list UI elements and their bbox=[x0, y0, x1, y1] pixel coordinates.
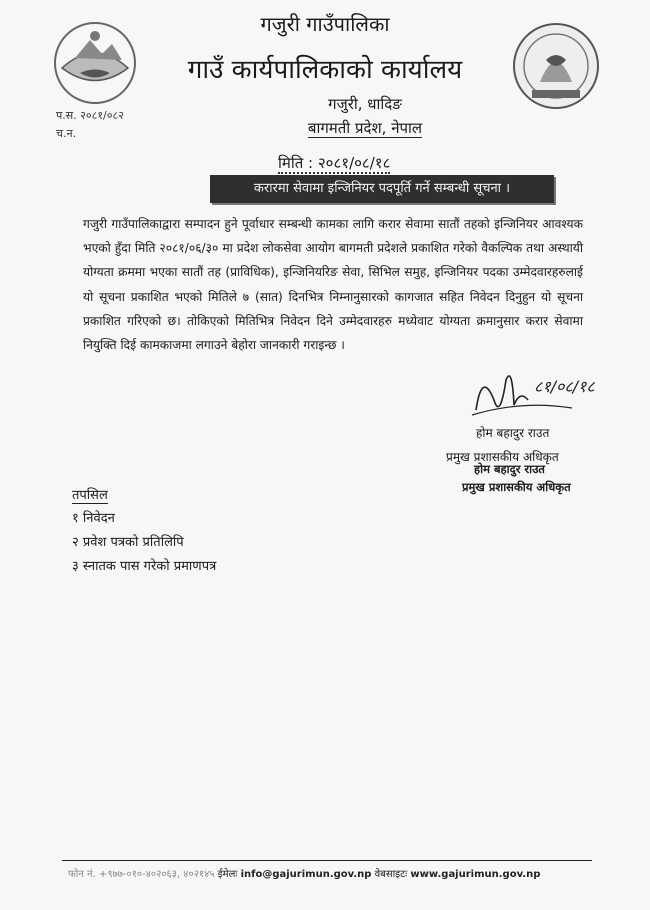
subject-banner: करारमा सेवामा इन्जिनियर पदपूर्ति गर्ने सम्बन्धी सूचना । bbox=[210, 175, 554, 203]
footer-website-label: वेबसाइटः bbox=[374, 869, 408, 880]
stamp-name: होम बहादुर राउत bbox=[474, 462, 545, 476]
footer-email-label: ईमेलः bbox=[217, 869, 238, 880]
attachment-item: १ निवेदन bbox=[72, 511, 115, 526]
handwritten-signature bbox=[462, 360, 612, 430]
stamp-title: प्रमुख प्रशासकीय अधिकृत bbox=[462, 480, 571, 494]
attachments-heading: तपसिल bbox=[72, 488, 108, 503]
signatory-name: होम बहादुर राउत bbox=[476, 426, 550, 440]
reference-number: प.स. २०८१/०८२ bbox=[56, 109, 124, 122]
letter-date: मिति : २०८१/०८/१८ bbox=[278, 154, 391, 172]
signature-date: ८१/०८/१८ bbox=[534, 377, 595, 396]
footer-website[interactable]: www.gajurimun.gov.np bbox=[410, 869, 541, 880]
footer-email[interactable]: info@gajurimun.gov.np bbox=[240, 869, 372, 880]
footer-phone: फोन नं. +९७७-०१०-४०२०६३, ४०२१४५ bbox=[68, 869, 215, 880]
attachment-item: २ प्रवेश पत्रको प्रतिलिपि bbox=[72, 535, 184, 550]
dispatch-number: च.न. bbox=[56, 127, 77, 140]
footer-divider bbox=[62, 860, 592, 861]
office-province: बागमती प्रदेश, नेपाल bbox=[307, 119, 423, 137]
office-name: गाउँ कार्यपालिकाको कार्यालय bbox=[187, 55, 463, 85]
notice-body: गजुरी गाउँपालिकाद्वारा सम्पादन हुने पूर्वाधार सम्बन्धी कामका लागि करार सेवामा सातौं तहको इन्जिनियर आवश्यक भएको हुँदा मिति २०८१/०६/३० मा प्रदेश लोकसेवा आयोग बागमती प्रदेशले प्रकाशित गरेको वैकल्पिक तथा अस्थायी योग्यता क्रममा भएका सातौं तह (प्राविधिक), इन्जिनियरिङ सेवा, सिभिल समुह, इन्जिनियर पदका उम्मेदवारहरुलाई यो सूचना प्रकाशित भएको मितिले ७ (सात) दिनभित्र निम्नानुसारको कागजात सहित निवेदन दिनुहुन यो सूचना प्रकाशित गरिएको छ। तोकिएको मितिभित्र निवेदन दिने उम्मेदवारहरु मध्येवाट योग्यता क्रमानुसार करार सेवामा नियुक्ति दिई कामकाजमा लगाउने बेहोरा जानकारी गराइन्छ । bbox=[83, 217, 583, 353]
attachment-item: ३ स्नातक पास गरेको प्रमाणपत्र bbox=[72, 559, 217, 574]
office-location: गजुरी, धादिङ bbox=[328, 95, 402, 113]
municipality-name: गजुरी गाउँपालिका bbox=[260, 12, 390, 36]
signatory-title: प्रमुख प्रशासकीय अधिकृत bbox=[446, 450, 559, 464]
footer-contact bbox=[68, 866, 588, 880]
